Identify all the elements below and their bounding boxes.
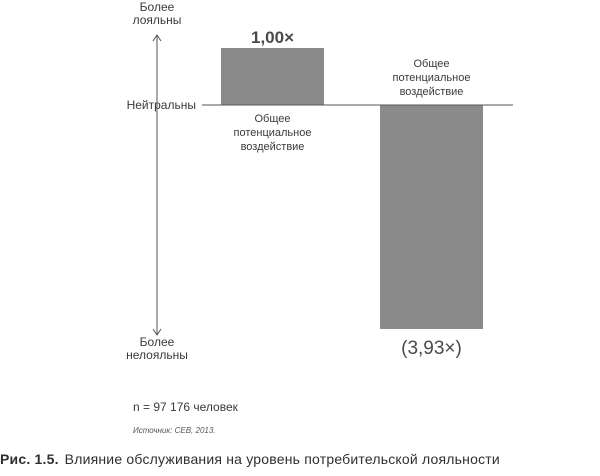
axis-top-label-line1: Более <box>139 0 175 14</box>
figure-title: Влияние обслуживания на уровень потребительской лояльности <box>64 451 500 467</box>
bar-2 <box>380 105 483 329</box>
axis-top-label-line2: лояльны <box>132 13 182 27</box>
value-label-2: (3,93×) <box>401 338 462 360</box>
category-label-2-line3: воздействие <box>399 86 464 98</box>
category-label-2-line1: Общее <box>413 58 450 70</box>
axis-bottom-label-line1: Более <box>139 335 175 349</box>
value-label-1: 1,00× <box>250 28 295 47</box>
sample-size-note: n = 97 176 человек <box>133 400 238 414</box>
source-note: Источник: CEB, 2013. <box>133 426 216 435</box>
figure-number: Рис. 1.5. <box>0 451 59 467</box>
category-label-2-line2: потенциальное <box>392 72 471 84</box>
category-label-1-line2: потенциальное <box>233 127 312 139</box>
figure-caption <box>0 451 500 467</box>
axis-bottom-label-line2: нелояльны <box>126 348 188 362</box>
bar-1 <box>221 48 324 105</box>
axis-zero-label: Нейтральны <box>126 98 196 112</box>
category-label-1-line3: воздействие <box>240 141 305 153</box>
category-label-1-line1: Общее <box>254 113 291 125</box>
